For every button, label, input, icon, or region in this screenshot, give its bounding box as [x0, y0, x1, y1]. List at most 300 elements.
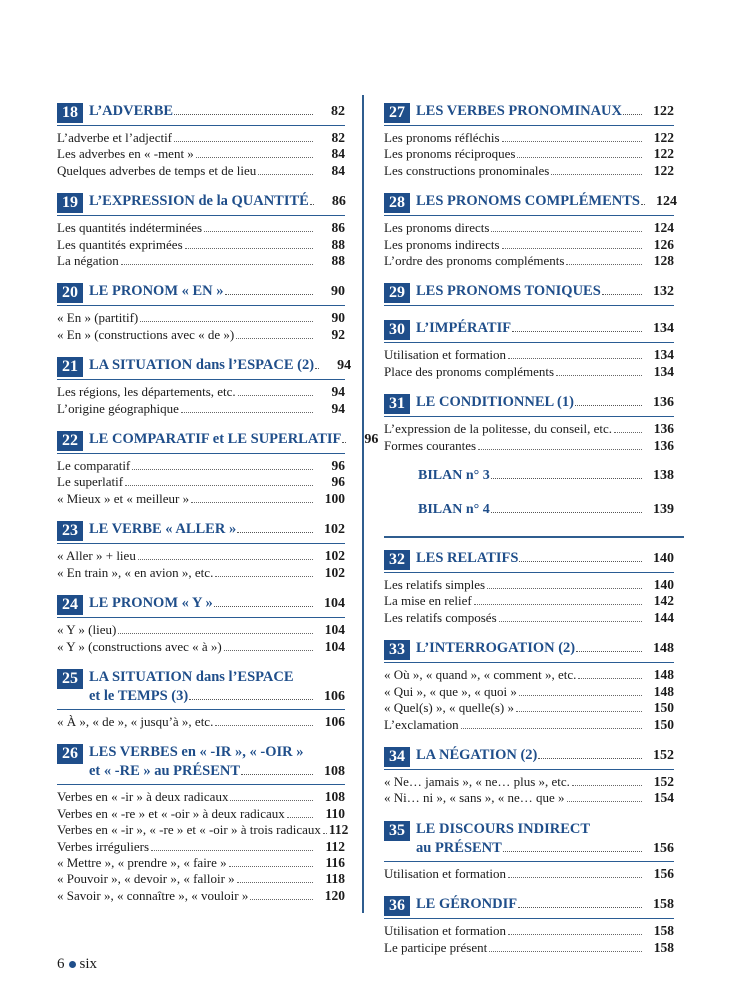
chapter-title: LES VERBES PRONOMINAUX: [416, 103, 622, 119]
chapter-title: et « -RE » au PRÉSENT: [89, 763, 241, 780]
toc-entry[interactable]: [57, 146, 345, 162]
toc-entry-page: 96: [331, 474, 345, 490]
toc-entry-page: 142: [653, 593, 674, 609]
toc-entry[interactable]: [57, 548, 345, 564]
chapter-page: 156: [653, 840, 674, 856]
toc-entry-page: 110: [325, 805, 345, 821]
toc-entry[interactable]: [57, 384, 345, 400]
chapter-title-line: [416, 896, 674, 915]
chapter-title-wrap: [89, 103, 345, 122]
toc-entry[interactable]: [57, 888, 345, 904]
toc-entry-label: Quelques adverbes de temps et de lieu: [57, 162, 257, 178]
chapter-title-line: [416, 193, 677, 212]
chapter-number-badge: 23: [57, 521, 83, 541]
chapter-title-line: [89, 283, 345, 302]
chapter-title: L’ADVERBE: [89, 103, 174, 119]
dot-leader: [519, 561, 642, 562]
toc-entry-page: 122: [653, 146, 674, 162]
chapter-number-badge: 31: [384, 394, 410, 414]
chapter-title: LA NÉGATION (2): [416, 746, 538, 763]
toc-entry-page: 154: [653, 790, 674, 806]
toc-entry-label: L’expression de la politesse, du conseil, etc.: [384, 421, 613, 437]
chapter-heading[interactable]: [384, 103, 674, 126]
dot-leader: [461, 728, 642, 729]
chapter-title: LE COMPARATIF et LE SUPERLATIF: [89, 431, 342, 448]
toc-entry-page: 88: [331, 236, 345, 252]
dot-leader: [556, 375, 642, 376]
dot-leader: [566, 264, 642, 265]
dot-leader: [214, 606, 313, 607]
chapter-title: LE PRONOM « Y »: [89, 595, 213, 612]
chapter-page: 152: [653, 747, 674, 763]
toc-entry[interactable]: [57, 789, 345, 805]
toc-entry-label: Le superlatif: [57, 474, 124, 490]
toc-entry-label: Utilisation et formation: [384, 347, 507, 363]
toc-entry-label: « Y » (constructions avec « à »): [57, 638, 222, 654]
toc-entry[interactable]: [384, 610, 674, 626]
chapter-heading[interactable]: [57, 431, 379, 454]
chapter-title: LES VERBES en « -IR », « -OIR »: [89, 744, 304, 761]
toc-entry-page: 144: [653, 609, 674, 625]
toc-entry-page: 148: [653, 667, 674, 683]
bilan-title: BILAN n° 3: [418, 468, 490, 484]
chapter-number-badge: 26: [57, 744, 83, 764]
dot-leader: [140, 321, 313, 322]
toc-entry-page: 104: [324, 638, 345, 654]
toc-entry[interactable]: [57, 458, 345, 474]
chapter-title-wrap: [89, 357, 351, 376]
toc-entry-label: Les pronoms indirects: [384, 236, 500, 252]
chapter-number-badge: 19: [57, 193, 83, 213]
chapter-page: 140: [653, 551, 674, 567]
toc-entry-label: Utilisation et formation: [384, 923, 507, 939]
toc-entry[interactable]: [57, 714, 345, 730]
chapter-heading[interactable]: [384, 394, 674, 417]
dot-leader: [499, 621, 642, 622]
dot-leader: [215, 725, 313, 726]
chapter-title: L’EXPRESSION de la QUANTITÉ: [89, 193, 309, 210]
toc-entry-label: « En train », « en avion », etc.: [57, 564, 214, 580]
toc-entry[interactable]: [57, 639, 345, 655]
dot-leader: [196, 157, 313, 158]
chapter-heading[interactable]: [384, 283, 674, 306]
dot-leader: [241, 774, 313, 775]
chapter-title-wrap: [89, 431, 378, 450]
chapter-heading[interactable]: [57, 193, 345, 216]
toc-entry-page: 124: [653, 220, 674, 236]
toc-entry-label: Les pronoms réciproques: [384, 146, 516, 162]
chapter-page: 96: [364, 432, 379, 448]
toc-entry[interactable]: [57, 163, 345, 179]
toc-entry-label: Les relatifs simples: [384, 577, 486, 593]
toc-entry-label: Les pronoms directs: [384, 220, 490, 236]
bilan-entry[interactable]: [384, 468, 674, 484]
toc-entry-label: Les constructions pronominales: [384, 162, 550, 178]
chapter-25: [57, 669, 345, 730]
dot-leader: [224, 650, 313, 651]
section-divider: [384, 536, 684, 538]
toc-entry-page: 136: [653, 421, 674, 437]
toc-right-bottom: [384, 550, 674, 956]
dot-leader: [250, 899, 313, 900]
toc-entry-label: « Aller » + lieu: [57, 548, 136, 564]
dot-leader: [508, 877, 642, 878]
dot-leader: [516, 711, 642, 712]
chapter-title-line: [89, 193, 346, 212]
toc-entry[interactable]: [57, 327, 345, 343]
toc-entry-label: Les quantités indéterminées: [57, 220, 203, 236]
chapter-title: LE GÉRONDIF: [416, 896, 518, 913]
chapter-title-line: [89, 669, 345, 688]
toc-entry-label: « Quel(s) », « quelle(s) »: [384, 700, 514, 716]
dot-leader: [225, 294, 313, 295]
chapter-number-badge: 33: [384, 640, 410, 660]
chapter-heading[interactable]: [57, 595, 345, 618]
chapter-title-line: [89, 763, 345, 782]
chapter-title-wrap: [416, 320, 674, 339]
dot-leader: [517, 157, 642, 158]
toc-entry-label: L’exclamation: [384, 716, 459, 732]
chapter-title-line: [89, 431, 378, 450]
toc-entry-page: 102: [324, 564, 345, 580]
toc-entry-page: 150: [653, 700, 674, 716]
toc-entry[interactable]: [384, 790, 674, 806]
dot-leader: [315, 368, 319, 369]
toc-entry-label: Verbes en « -ir », « -re » et « -oir » à trois radicaux: [57, 822, 321, 838]
chapter-title-line: [416, 550, 674, 569]
chapter-34: [384, 747, 674, 807]
dot-leader: [189, 699, 313, 700]
chapter-title-wrap: [89, 669, 345, 707]
chapter-number-badge: 30: [384, 320, 410, 340]
chapter-title-line: [89, 595, 345, 614]
dot-leader: [151, 850, 313, 851]
toc-entry-label: Verbes irréguliers: [57, 838, 150, 854]
toc-entry-page: 156: [653, 865, 674, 881]
chapter-18: [57, 103, 345, 179]
toc-entry[interactable]: [384, 421, 674, 437]
toc-entry[interactable]: [384, 237, 674, 253]
dot-leader: [567, 801, 642, 802]
chapter-heading[interactable]: [384, 193, 677, 216]
chapter-title-line: [89, 103, 345, 122]
dot-leader: [342, 442, 346, 443]
chapter-title-line: [89, 357, 351, 376]
chapter-title: LES PRONOMS COMPLÉMENTS: [416, 193, 640, 210]
chapter-page: 122: [653, 104, 674, 119]
toc-entry[interactable]: [57, 401, 345, 417]
toc-entry-label: « Où », « quand », « comment », etc.: [384, 667, 577, 683]
chapter-title-line: [416, 821, 674, 840]
toc-entry-page: 90: [331, 310, 345, 326]
chapter-number-badge: 18: [57, 103, 83, 123]
chapter-title-line: [416, 283, 674, 302]
chapter-page: 90: [331, 284, 345, 300]
chapter-page: 94: [337, 358, 352, 374]
toc-entry-label: Les relatifs composés: [384, 609, 497, 625]
chapter-title-line: [89, 744, 345, 763]
bilan-page: 139: [653, 502, 674, 518]
chapter-title: LE VERBE « ALLER »: [89, 521, 237, 538]
dot-leader: [118, 633, 313, 634]
dot-leader: [641, 204, 645, 205]
page-word: six: [79, 956, 98, 972]
chapter-heading[interactable]: [57, 103, 345, 126]
chapter-title: au PRÉSENT: [416, 839, 502, 856]
toc-entry-page: 116: [325, 854, 345, 870]
bilan-entry[interactable]: [384, 502, 674, 518]
toc-entry[interactable]: [384, 347, 674, 363]
toc-entry[interactable]: [384, 438, 674, 454]
toc-entry[interactable]: [57, 871, 345, 887]
chapter-24: [57, 595, 345, 655]
toc-entry-page: 108: [324, 789, 345, 805]
toc-entry-label: « En » (constructions avec « de »): [57, 326, 235, 342]
toc-entry-label: « Mettre », « prendre », « faire »: [57, 854, 227, 870]
toc-entry-page: 104: [324, 622, 345, 638]
toc-entry-label: « À », « de », « jusqu’à », etc.: [57, 713, 214, 729]
toc-entry[interactable]: [57, 220, 345, 236]
toc-entry-page: 134: [653, 363, 674, 379]
toc-entry-label: « Savoir », « connaître », « vouloir »: [57, 887, 249, 903]
chapter-title-wrap: [89, 595, 345, 614]
chapter-page: 158: [653, 897, 674, 913]
toc-entry[interactable]: [384, 220, 674, 236]
chapter-21: [57, 357, 352, 417]
dot-leader: [614, 432, 642, 433]
toc-entry[interactable]: [57, 855, 345, 871]
toc-entry[interactable]: [384, 577, 674, 593]
chapter-heading[interactable]: [57, 744, 345, 785]
chapter-number-badge: 24: [57, 595, 83, 615]
toc-entry[interactable]: [57, 622, 345, 638]
chapter-number-badge: 28: [384, 193, 410, 213]
chapter-heading[interactable]: [57, 669, 345, 710]
chapter-heading[interactable]: [57, 357, 352, 380]
toc-entry[interactable]: [384, 146, 674, 162]
toc-entry-label: La mise en relief: [384, 593, 472, 609]
dot-leader: [538, 758, 642, 759]
chapter-title: LE CONDITIONNEL (1): [416, 394, 574, 411]
chapter-number-badge: 36: [384, 896, 410, 916]
dot-leader: [237, 532, 313, 533]
toc-entry-page: 148: [653, 683, 674, 699]
chapter-page: 124: [655, 194, 677, 210]
chapter-36: [384, 896, 674, 956]
toc-entry-label: Le participe présent: [384, 939, 488, 955]
toc-entry-page: 134: [653, 347, 674, 363]
chapter-title-wrap: [416, 193, 677, 212]
toc-entry-label: « Qui », « que », « quoi »: [384, 683, 517, 699]
chapter-heading[interactable]: [384, 640, 674, 663]
dot-leader: [575, 405, 642, 406]
chapter-page: 136: [653, 395, 674, 411]
dot-leader: [503, 851, 642, 852]
chapter-title: LA SITUATION dans l’ESPACE: [89, 668, 294, 685]
toc-entry-label: « Ne… jamais », « ne… plus », etc.: [384, 773, 570, 789]
chapter-number-badge: 20: [57, 283, 83, 303]
dot-leader: [125, 485, 313, 486]
dot-leader: [518, 907, 642, 908]
chapter-title-wrap: [89, 193, 346, 212]
page-number: 6: [57, 956, 65, 972]
toc-entry-label: L’adverbe et l’adjectif: [57, 130, 173, 145]
chapter-29: [384, 283, 674, 306]
dot-leader: [174, 114, 313, 115]
dot-leader: [576, 651, 642, 652]
toc-entry-page: 128: [653, 253, 674, 269]
toc-entry[interactable]: [384, 700, 674, 716]
dot-leader: [478, 449, 642, 450]
chapter-title: LE PRONOM « EN »: [89, 283, 224, 300]
chapter-title-line: [416, 320, 674, 339]
chapter-number-badge: 22: [57, 431, 83, 451]
toc-entry[interactable]: [384, 923, 674, 939]
dot-leader: [310, 204, 314, 205]
toc-entry-page: 102: [324, 548, 345, 564]
toc-entry-label: Verbes en « -re » et « -oir » à deux radicaux: [57, 805, 285, 821]
toc-entry-label: « Y » (lieu): [57, 622, 117, 638]
chapter-number-badge: 25: [57, 669, 83, 689]
toc-entry-page: 86: [331, 220, 345, 236]
bilan-title: BILAN n° 4: [418, 502, 490, 518]
chapter-20: [57, 283, 345, 343]
chapter-title-wrap: [416, 896, 674, 915]
toc-entry[interactable]: [57, 474, 345, 490]
chapter-number-badge: 27: [384, 103, 410, 123]
dot-leader: [238, 395, 313, 396]
toc-entry-page: 82: [331, 130, 345, 145]
toc-entry[interactable]: [57, 253, 345, 269]
toc-entry-page: 84: [331, 162, 345, 178]
chapter-title-wrap: [89, 521, 345, 540]
chapter-title-line: [416, 103, 674, 122]
chapter-heading[interactable]: [384, 821, 674, 862]
toc-entry-label: Les quantités exprimées: [57, 236, 183, 252]
toc-entry[interactable]: [57, 565, 345, 581]
chapter-heading[interactable]: [384, 747, 674, 770]
chapter-title-wrap: [416, 394, 674, 413]
dot-leader: [602, 294, 642, 295]
chapter-33: [384, 640, 674, 733]
chapter-32: [384, 550, 674, 626]
chapter-30: [384, 320, 674, 380]
dot-leader: [237, 882, 313, 883]
dot-leader: [181, 412, 313, 413]
toc-entry[interactable]: [384, 364, 674, 380]
dot-leader: [191, 502, 313, 503]
toc-entry[interactable]: [57, 237, 345, 253]
toc-left-column: [57, 103, 379, 918]
toc-entry[interactable]: [384, 253, 674, 269]
toc-entry[interactable]: [384, 940, 674, 956]
toc-entry-label: La négation: [57, 253, 119, 269]
toc-entry-page: 122: [653, 130, 674, 145]
toc-entry-page: 122: [653, 162, 674, 178]
chapter-22: [57, 431, 379, 507]
chapter-page: 82: [331, 104, 345, 119]
toc-entry[interactable]: [57, 491, 345, 507]
dot-leader: [519, 695, 642, 696]
toc-entry[interactable]: [57, 806, 345, 822]
toc-entry[interactable]: [57, 822, 349, 838]
toc-entry-label: Formes courantes: [384, 437, 477, 453]
toc-entry[interactable]: [57, 310, 345, 326]
toc-entry-page: 158: [653, 939, 674, 955]
chapter-title-line: [89, 688, 345, 707]
page-footer: [57, 956, 97, 973]
chapter-title: L’IMPÉRATIF: [416, 320, 512, 337]
chapter-heading[interactable]: [384, 320, 674, 343]
dot-leader: [572, 785, 642, 786]
chapter-35: [384, 821, 674, 882]
chapter-heading[interactable]: [384, 550, 674, 573]
toc-entry-label: Le comparatif: [57, 458, 131, 474]
chapter-page: 134: [653, 321, 674, 337]
dot-leader: [491, 512, 642, 513]
chapter-title: L’INTERROGATION (2): [416, 640, 576, 657]
chapter-31: [384, 394, 674, 454]
toc-entry[interactable]: [384, 593, 674, 609]
toc-entry[interactable]: [384, 774, 674, 790]
chapter-title-wrap: [416, 550, 674, 569]
dot-leader: [323, 833, 327, 834]
chapter-title-wrap: [416, 103, 674, 122]
chapter-19: [57, 193, 345, 269]
chapter-23: [57, 521, 345, 581]
chapter-page: 104: [324, 596, 345, 612]
dot-leader: [174, 141, 313, 142]
toc-entry-page: 118: [325, 871, 345, 887]
toc-entry[interactable]: [384, 684, 674, 700]
chapter-page: 148: [653, 641, 674, 657]
toc-right-top: [384, 103, 677, 454]
toc-entry-label: Place des pronoms compléments: [384, 363, 555, 379]
dot-leader: [185, 248, 313, 249]
chapter-title: LES RELATIFS: [416, 550, 519, 567]
toc-entry-label: L’ordre des pronoms compléments: [384, 253, 565, 269]
toc-entry[interactable]: [384, 717, 674, 733]
chapter-title: LES PRONOMS TONIQUES: [416, 283, 601, 300]
chapter-heading[interactable]: [384, 896, 674, 919]
dot-leader: [491, 478, 642, 479]
dot-leader: [502, 248, 642, 249]
chapter-heading[interactable]: [57, 283, 345, 306]
bilan-page: 138: [653, 468, 674, 484]
chapter-heading[interactable]: [57, 521, 345, 544]
chapter-26: [57, 744, 349, 904]
chapter-title: et le TEMPS (3): [89, 687, 189, 704]
dot-leader: [508, 934, 642, 935]
toc-entry[interactable]: [57, 130, 345, 146]
dot-leader: [215, 576, 313, 577]
column-divider: [362, 95, 364, 913]
dot-leader: [229, 866, 313, 867]
toc-entry[interactable]: [384, 130, 674, 146]
toc-entry[interactable]: [384, 163, 674, 179]
toc-entry-page: 150: [653, 716, 674, 732]
toc-entry-label: L’origine géographique: [57, 400, 179, 416]
dot-leader: [489, 951, 642, 952]
toc-entry[interactable]: [57, 839, 345, 855]
toc-entry[interactable]: [384, 667, 674, 683]
chapter-number-badge: 21: [57, 357, 83, 377]
chapter-number-badge: 29: [384, 283, 410, 303]
toc-entry-page: 126: [653, 236, 674, 252]
chapter-title-line: [89, 521, 345, 540]
dot-leader: [578, 678, 642, 679]
toc-entry[interactable]: [384, 866, 674, 882]
